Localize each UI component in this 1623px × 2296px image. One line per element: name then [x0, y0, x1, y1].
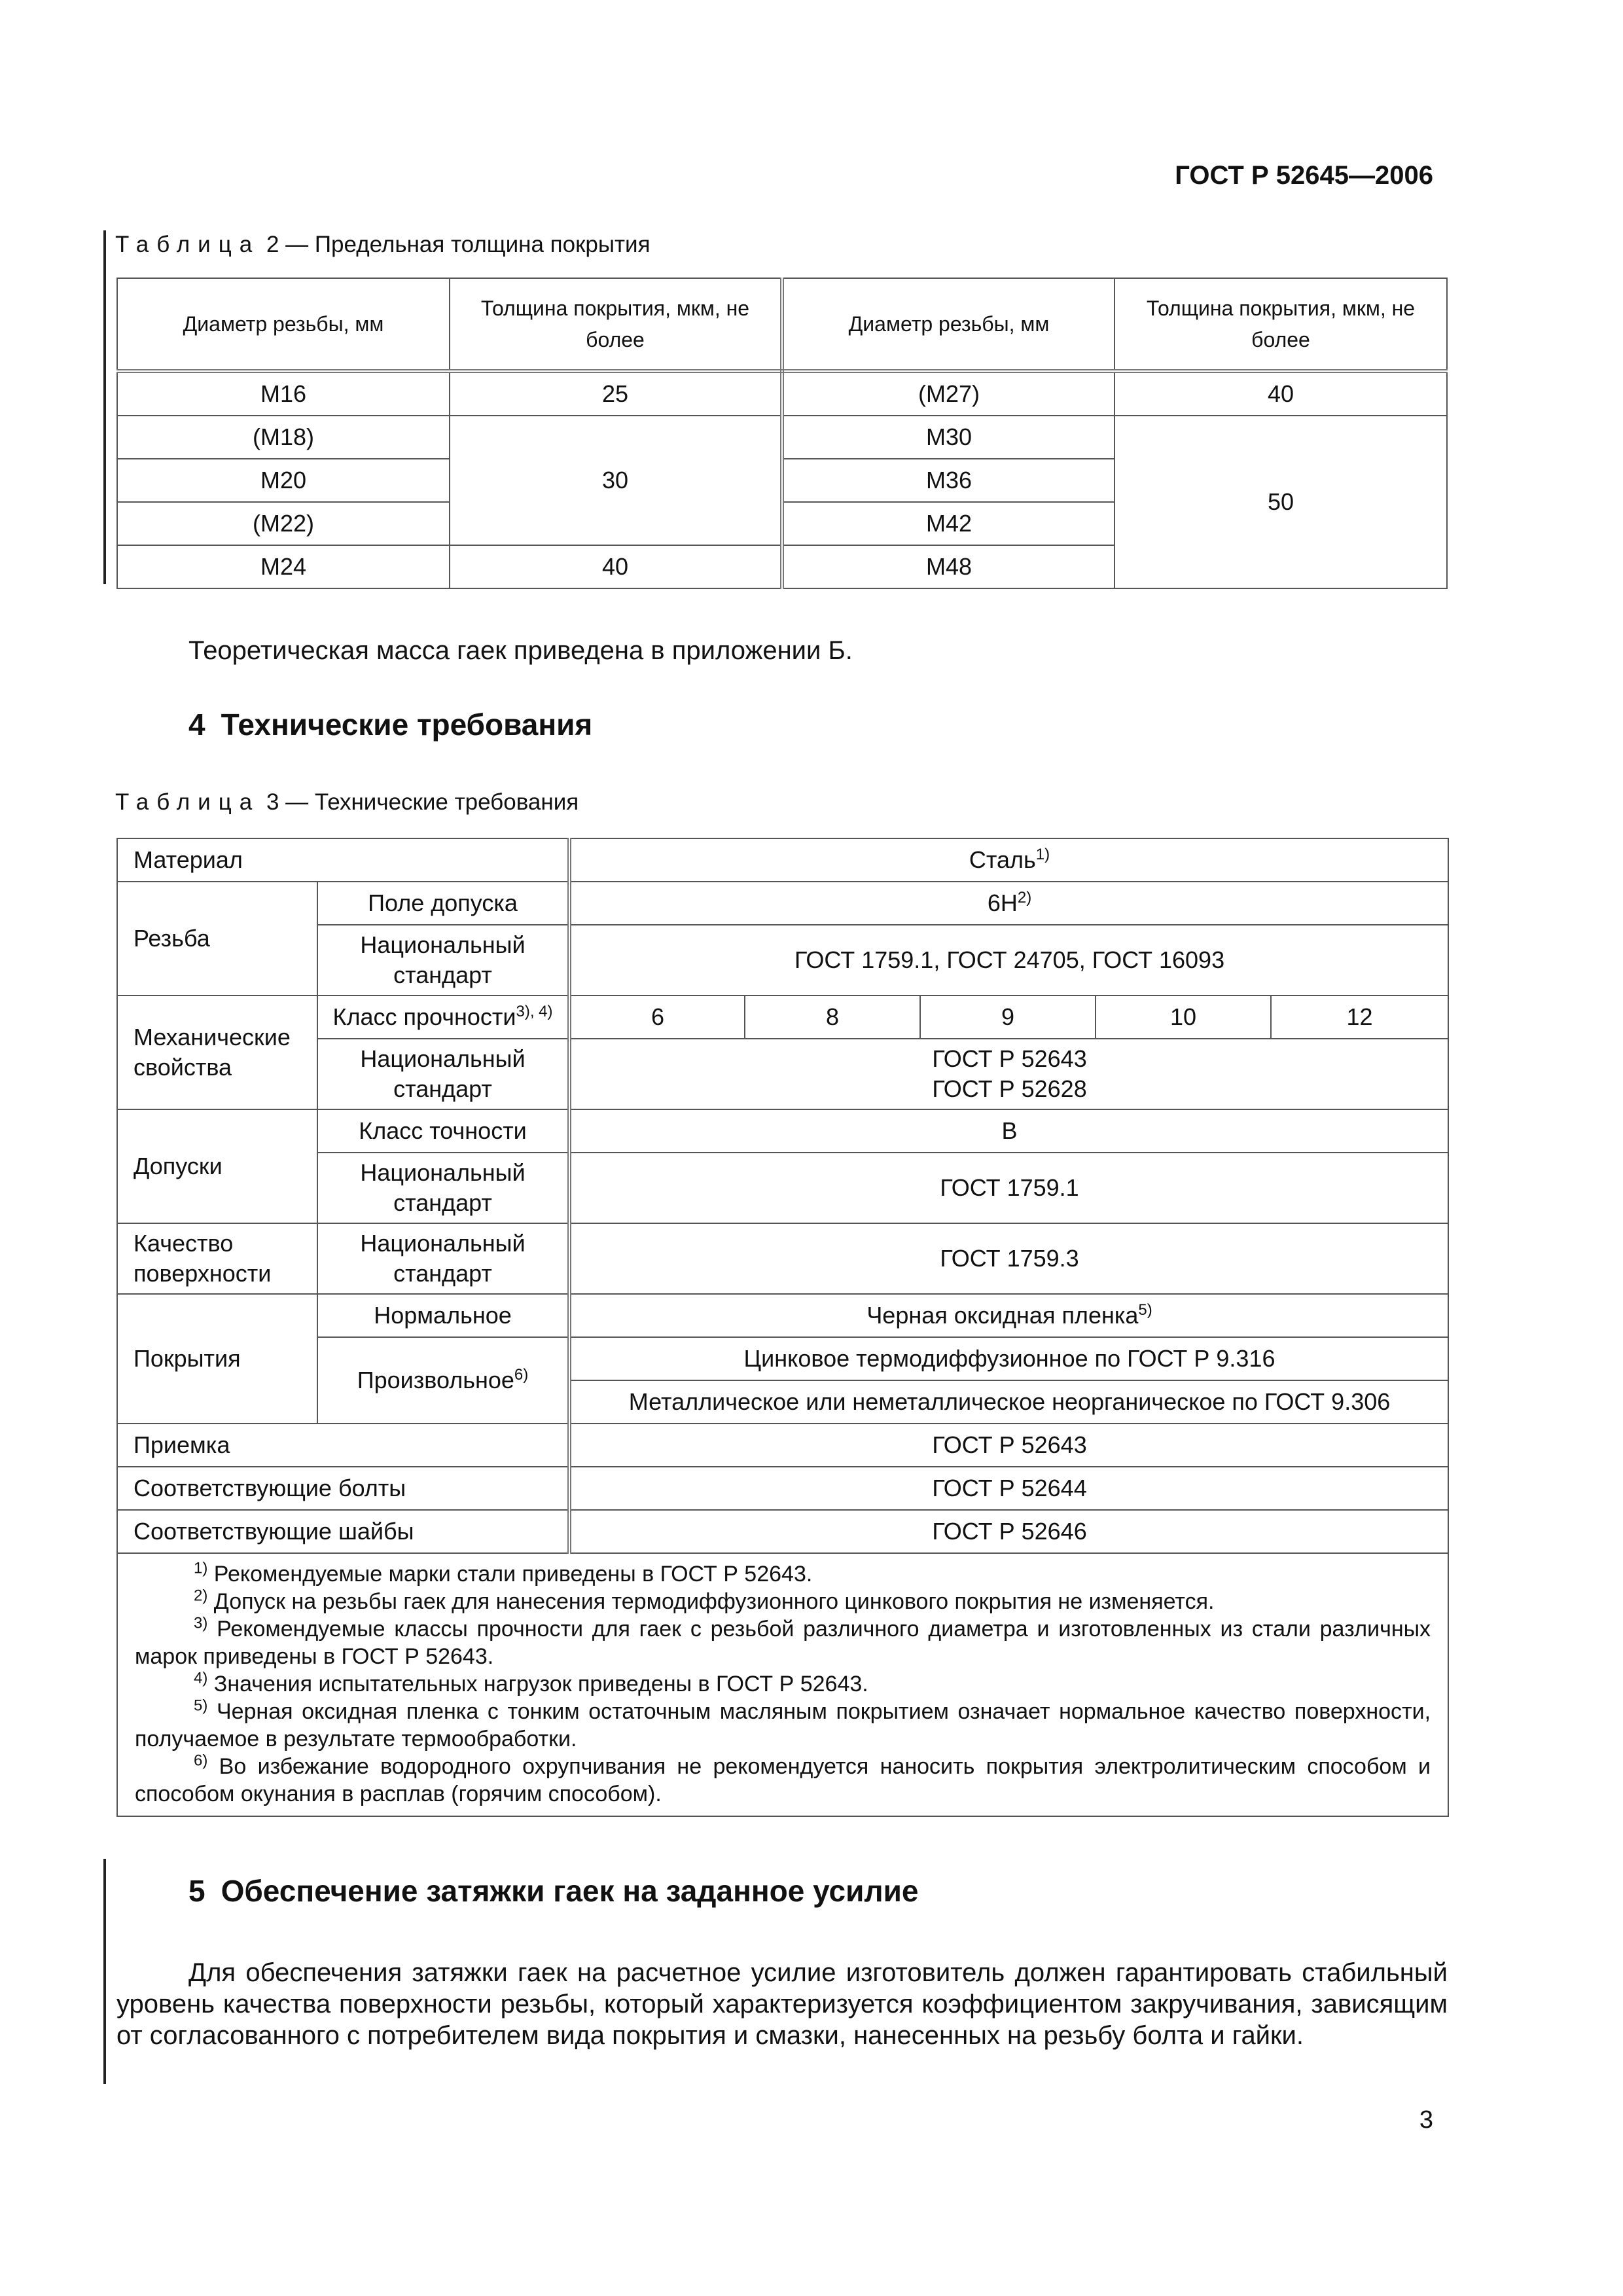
section-4-number: 4: [188, 708, 205, 742]
table2-col4-header: Толщина покрытия, мкм, не более: [1115, 278, 1447, 371]
table2-cell: (М22): [117, 502, 450, 545]
table2-caption-text: 2 — Предельная толщина покрытия: [260, 232, 651, 257]
footnote: $^{5)}$ Черная оксидная пленка с тонким остаточным масляным покрытием означает нормальное качество поверхности, получаемое в результате термообработки.: [135, 1696, 1431, 1751]
strength-class-value: 6: [569, 996, 745, 1039]
strength-class-value: 10: [1096, 996, 1271, 1039]
mechanical-standard-value: ГОСТ Р 52643 ГОСТ Р 52628: [569, 1039, 1448, 1109]
strength-class-value: 9: [920, 996, 1096, 1039]
table2-header-row: [117, 278, 1447, 371]
bolts-value: ГОСТ Р 52644: [569, 1467, 1448, 1510]
footnote: $^{1)}$ Рекомендуемые марки стали приведены в ГОСТ Р 52643.: [194, 1559, 813, 1587]
table3-notes: [117, 1553, 1448, 1816]
washers-value: ГОСТ Р 52646: [569, 1510, 1448, 1553]
table-row: [117, 1424, 1448, 1467]
section-5-number: 5: [188, 1874, 205, 1908]
tolerances-standard-label: Национальный стандарт: [317, 1153, 569, 1223]
thread-tolerance-value: $6Н^{2)}$: [569, 882, 1448, 925]
table-row: [117, 996, 1448, 1039]
acceptance-label: Приемка: [117, 1424, 569, 1467]
table2-cell: 40: [450, 545, 782, 588]
coating-normal-label: Нормальное: [317, 1294, 569, 1337]
coating-arbitrary-label: Произвольное$^{6)}$: [317, 1337, 569, 1424]
table-row: [117, 1294, 1448, 1337]
table2-caption-word: Таблица: [115, 232, 260, 257]
table2-cell: М36: [782, 459, 1115, 502]
table2-cell: 30: [450, 416, 782, 545]
material-label: Материал: [117, 838, 569, 882]
paragraph-theoretical-mass: Теоретическая масса гаек приведена в приложении Б.: [188, 636, 853, 665]
coating-normal-value: Черная оксидная пленка$^{5)}$: [569, 1294, 1448, 1337]
thread-standard-value: ГОСТ 1759.1, ГОСТ 24705, ГОСТ 16093: [569, 925, 1448, 996]
table3-technical-requirements: [116, 838, 1449, 1817]
footnote: $^{4)}$ Значения испытательных нагрузок приведены в ГОСТ Р 52643.: [194, 1669, 868, 1696]
section-5-title: Обеспечение затяжки гаек на заданное усилие: [221, 1874, 919, 1908]
thread-tolerance-label: Поле допуска: [317, 882, 569, 925]
table-row: [117, 416, 1447, 459]
table2-col2-header: Толщина покрытия, мкм, не более: [450, 278, 782, 371]
strength-class-value: 12: [1271, 996, 1448, 1039]
tolerances-standard-value: ГОСТ 1759.1: [569, 1153, 1448, 1223]
table-row: [117, 882, 1448, 925]
surface-standard-label: Национальный стандарт: [317, 1223, 569, 1294]
revision-bar-top: [103, 230, 106, 584]
table2-cell: (М27): [782, 371, 1115, 416]
table2-cell: М16: [117, 371, 450, 416]
paragraph-tightening: Для обеспечения затяжки гаек на расчетное усилие изготовитель должен гарантировать стабильный уровень качества поверхности резьбы, который характеризуется коэффициентом закручивания, зависящим от согласованного с потребителем вида покрытия и смазки, нанесенных на резьбу болта и гайки.: [116, 1958, 1448, 2050]
table-row: [117, 1109, 1448, 1153]
table2-caption: [115, 232, 651, 258]
thread-standard-label: Национальный стандарт: [317, 925, 569, 996]
table2-coating-thickness: [116, 278, 1448, 589]
table2-cell: 50: [1115, 416, 1447, 588]
table2-cell: М42: [782, 502, 1115, 545]
accuracy-class-label: Класс точности: [317, 1109, 569, 1153]
accuracy-class-value: В: [569, 1109, 1448, 1153]
strength-class-value: 8: [745, 996, 920, 1039]
footnote: $^{6)}$ Во избежание водородного охрупчивания не рекомендуется наносить покрытия электролитическим способом и способом окунания в расплав (горячим способом).: [135, 1751, 1431, 1806]
table-row: [117, 1223, 1448, 1294]
acceptance-value: ГОСТ Р 52643: [569, 1424, 1448, 1467]
section-4-heading: [188, 707, 592, 742]
table-row: [117, 838, 1448, 882]
coatings-label: Покрытия: [117, 1294, 317, 1424]
table2-cell: (М18): [117, 416, 450, 459]
table2-cell: 40: [1115, 371, 1447, 416]
surface-standard-value: ГОСТ 1759.3: [569, 1223, 1448, 1294]
section-5-heading: [188, 1873, 919, 1909]
coating-arbitrary-value-2: Металлическое или неметаллическое неорганическое по ГОСТ 9.306: [569, 1380, 1448, 1424]
table-row: [117, 1153, 1448, 1223]
surface-quality-label: Качество поверхности: [117, 1223, 317, 1294]
mechanical-standard-label: Национальный стандарт: [317, 1039, 569, 1109]
thread-label: Резьба: [117, 882, 317, 996]
coating-arbitrary-value-1: Цинковое термодиффузионное по ГОСТ Р 9.316: [569, 1337, 1448, 1380]
table2-cell: М24: [117, 545, 450, 588]
washers-label: Соответствующие шайбы: [117, 1510, 569, 1553]
table-row: [117, 1337, 1448, 1380]
strength-class-label: Класс прочности$^{3), 4)}$: [317, 996, 569, 1039]
table-row: [117, 1510, 1448, 1553]
bolts-label: Соответствующие болты: [117, 1467, 569, 1510]
footnote: $^{2)}$ Допуск на резьбы гаек для нанесения термодиффузионного цинкового покрытия не изменяется.: [194, 1587, 1215, 1614]
table-row: [117, 1039, 1448, 1109]
table3-caption-word: Таблица: [115, 789, 260, 815]
revision-bar-bottom: [103, 1859, 106, 2084]
table3-caption: [115, 789, 579, 816]
table2-col3-header: Диаметр резьбы, мм: [782, 278, 1115, 371]
mechanical-label: Механические свойства: [117, 996, 317, 1109]
table2-cell: М20: [117, 459, 450, 502]
document-header: ГОСТ Р 52645—2006: [1175, 161, 1433, 190]
table3-notes-row: [117, 1553, 1448, 1816]
table2-cell: 25: [450, 371, 782, 416]
table3-caption-text: 3 — Технические требования: [260, 789, 579, 815]
table-row: [117, 371, 1447, 416]
table-row: [117, 925, 1448, 996]
table2-col1-header: Диаметр резьбы, мм: [117, 278, 450, 371]
section-4-title: Технические требования: [221, 708, 593, 742]
table-row: [117, 1467, 1448, 1510]
table2-cell: М30: [782, 416, 1115, 459]
material-value: Сталь$^{1)}$: [569, 838, 1448, 882]
page-number: 3: [1419, 2106, 1433, 2134]
table2-cell: М48: [782, 545, 1115, 588]
footnote: $^{3)}$ Рекомендуемые классы прочности для гаек с резьбой различного диаметра и изготовленных из стали различных марок приведены в ГОСТ Р 52643.: [135, 1614, 1431, 1669]
tolerances-label: Допуски: [117, 1109, 317, 1223]
